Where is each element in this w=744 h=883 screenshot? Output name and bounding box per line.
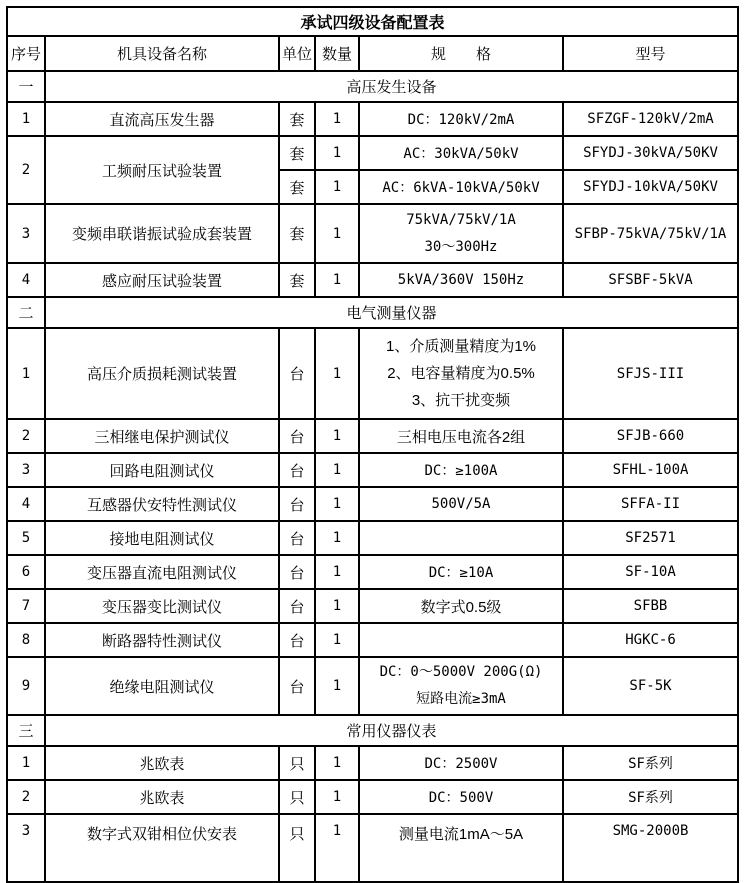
- col-header-no: 序号: [7, 36, 45, 71]
- cell-unit: 套: [279, 263, 315, 297]
- table-row: [7, 589, 738, 623]
- col-header-spec: 规 格: [359, 36, 563, 71]
- cell-unit: 台: [279, 453, 315, 487]
- cell-unit: 台: [279, 589, 315, 623]
- cell-no: 9: [7, 657, 45, 715]
- table-row: [7, 814, 738, 882]
- cell-qty: 1: [315, 419, 359, 453]
- table-row: [7, 204, 738, 263]
- cell-no: 4: [7, 487, 45, 521]
- cell-qty: 1: [315, 657, 359, 715]
- cell-spec: DC：≥100A: [359, 453, 563, 487]
- cell-spec: 测量电流1mA～5A: [359, 814, 563, 882]
- section-index: 二: [7, 297, 45, 328]
- cell-spec: DC：120kV/2mA: [359, 102, 563, 136]
- cell-qty: 1: [315, 555, 359, 589]
- cell-unit: 套: [279, 136, 315, 170]
- cell-model: SFBP-75kVA/75kV/1A: [563, 204, 738, 263]
- section-row: [7, 715, 738, 746]
- cell-name: 直流高压发生器: [45, 102, 279, 136]
- table-row: [7, 780, 738, 814]
- cell-qty: 1: [315, 204, 359, 263]
- cell-no: 3: [7, 814, 45, 882]
- cell-no: 5: [7, 521, 45, 555]
- table-row: [7, 746, 738, 780]
- col-header-model: 型号: [563, 36, 738, 71]
- cell-model: SF-5K: [563, 657, 738, 715]
- cell-no: 1: [7, 328, 45, 419]
- cell-model: SFJB-660: [563, 419, 738, 453]
- spec-line: DC：0～5000V 200G(Ω): [379, 664, 543, 680]
- column-header-row: [7, 36, 738, 71]
- cell-unit: 台: [279, 419, 315, 453]
- cell-model: SFHL-100A: [563, 453, 738, 487]
- col-header-qty: 数量: [315, 36, 359, 71]
- cell-unit: 台: [279, 623, 315, 657]
- cell-no: 8: [7, 623, 45, 657]
- cell-model: SFSBF-5kVA: [563, 263, 738, 297]
- spec-line: 30～300Hz: [424, 238, 498, 255]
- cell-unit: 台: [279, 657, 315, 715]
- table-row: [7, 136, 738, 170]
- cell-name: 变频串联谐振试验成套装置: [45, 204, 279, 263]
- cell-model: SFJS-III: [563, 328, 738, 419]
- cell-qty: 1: [315, 263, 359, 297]
- cell-unit: 只: [279, 780, 315, 814]
- cell-no: 2: [7, 136, 45, 204]
- cell-spec: 5kVA/360V 150Hz: [359, 263, 563, 297]
- cell-name: 感应耐压试验装置: [45, 263, 279, 297]
- cell-model: SF系列: [563, 746, 738, 780]
- cell-spec: DC：2500V: [359, 746, 563, 780]
- cell-model: SFBB: [563, 589, 738, 623]
- cell-spec: [359, 657, 563, 715]
- cell-qty: 1: [315, 136, 359, 170]
- title-row: [7, 7, 738, 36]
- section-name: 电气测量仪器: [45, 297, 738, 328]
- cell-no: 1: [7, 102, 45, 136]
- cell-spec: 三相电压电流各2组: [359, 419, 563, 453]
- spec-line: 2、电容量精度为0.5%: [387, 365, 535, 382]
- cell-qty: 1: [315, 623, 359, 657]
- cell-spec: 500V/5A: [359, 487, 563, 521]
- cell-qty: 1: [315, 102, 359, 136]
- cell-qty: 1: [315, 453, 359, 487]
- cell-name: 工频耐压试验装置: [45, 136, 279, 204]
- cell-model: SF2571: [563, 521, 738, 555]
- cell-model: SFZGF-120kV/2mA: [563, 102, 738, 136]
- equipment-config-table: [6, 6, 739, 883]
- table-row: [7, 263, 738, 297]
- table-row: [7, 657, 738, 715]
- section-index: 三: [7, 715, 45, 746]
- cell-qty: 1: [315, 170, 359, 204]
- cell-unit: 台: [279, 555, 315, 589]
- cell-qty: 1: [315, 487, 359, 521]
- cell-spec: AC：30kVA/50kV: [359, 136, 563, 170]
- cell-name: 兆欧表: [45, 780, 279, 814]
- cell-name: 数字式双钳相位伏安表: [45, 814, 279, 882]
- page-title: 承试四级设备配置表: [7, 7, 738, 36]
- cell-qty: 1: [315, 328, 359, 419]
- cell-qty: 1: [315, 746, 359, 780]
- section-row: [7, 297, 738, 328]
- table-row: [7, 102, 738, 136]
- cell-no: 2: [7, 419, 45, 453]
- cell-no: 1: [7, 746, 45, 780]
- cell-spec: AC：6kVA-10kVA/50kV: [359, 170, 563, 204]
- cell-model: SF-10A: [563, 555, 738, 589]
- cell-name: 绝缘电阻测试仪: [45, 657, 279, 715]
- cell-spec: DC：500V: [359, 780, 563, 814]
- cell-name: 互感器伏安特性测试仪: [45, 487, 279, 521]
- table-row: [7, 623, 738, 657]
- cell-no: 3: [7, 453, 45, 487]
- cell-qty: 1: [315, 814, 359, 882]
- cell-spec: 数字式0.5级: [359, 589, 563, 623]
- cell-model: SFYDJ-10kVA/50KV: [563, 170, 738, 204]
- cell-model: SMG-2000B: [563, 814, 738, 882]
- cell-name: 变压器直流电阻测试仪: [45, 555, 279, 589]
- cell-unit: 套: [279, 102, 315, 136]
- cell-unit: 套: [279, 170, 315, 204]
- cell-name: 接地电阻测试仪: [45, 521, 279, 555]
- spec-line: 短路电流≥3mA: [416, 691, 506, 707]
- table-row: [7, 487, 738, 521]
- table-row: [7, 453, 738, 487]
- cell-model: HGKC-6: [563, 623, 738, 657]
- section-name: 高压发生设备: [45, 71, 738, 102]
- cell-unit: 台: [279, 521, 315, 555]
- cell-name: 兆欧表: [45, 746, 279, 780]
- section-index: 一: [7, 71, 45, 102]
- spec-line: 75kVA/75kV/1A: [406, 211, 516, 228]
- table-row: [7, 419, 738, 453]
- cell-name: 回路电阻测试仪: [45, 453, 279, 487]
- cell-name: 三相继电保护测试仪: [45, 419, 279, 453]
- cell-qty: 1: [315, 589, 359, 623]
- section-row: [7, 71, 738, 102]
- table-row: [7, 521, 738, 555]
- table-row: [7, 555, 738, 589]
- cell-no: 2: [7, 780, 45, 814]
- cell-model: SFYDJ-30kVA/50KV: [563, 136, 738, 170]
- cell-spec: [359, 328, 563, 419]
- cell-model: SFFA-II: [563, 487, 738, 521]
- col-header-unit: 单位: [279, 36, 315, 71]
- cell-unit: 台: [279, 328, 315, 419]
- cell-no: 6: [7, 555, 45, 589]
- cell-unit: 套: [279, 204, 315, 263]
- spec-line: 1、介质测量精度为1%: [385, 338, 537, 355]
- cell-unit: 台: [279, 487, 315, 521]
- section-name: 常用仪器仪表: [45, 715, 738, 746]
- cell-no: 3: [7, 204, 45, 263]
- cell-qty: 1: [315, 780, 359, 814]
- cell-spec: [359, 623, 563, 657]
- cell-qty: 1: [315, 521, 359, 555]
- cell-no: 4: [7, 263, 45, 297]
- cell-spec: [359, 204, 563, 263]
- col-header-name: 机具设备名称: [45, 36, 279, 71]
- cell-name: 断路器特性测试仪: [45, 623, 279, 657]
- cell-spec: DC：≥10A: [359, 555, 563, 589]
- cell-unit: 只: [279, 814, 315, 882]
- cell-model: SF系列: [563, 780, 738, 814]
- cell-spec: [359, 521, 563, 555]
- cell-name: 高压介质损耗测试装置: [45, 328, 279, 419]
- cell-no: 7: [7, 589, 45, 623]
- spec-line: 3、抗干扰变频: [411, 392, 511, 409]
- table-row: [7, 328, 738, 419]
- cell-name: 变压器变比测试仪: [45, 589, 279, 623]
- cell-unit: 只: [279, 746, 315, 780]
